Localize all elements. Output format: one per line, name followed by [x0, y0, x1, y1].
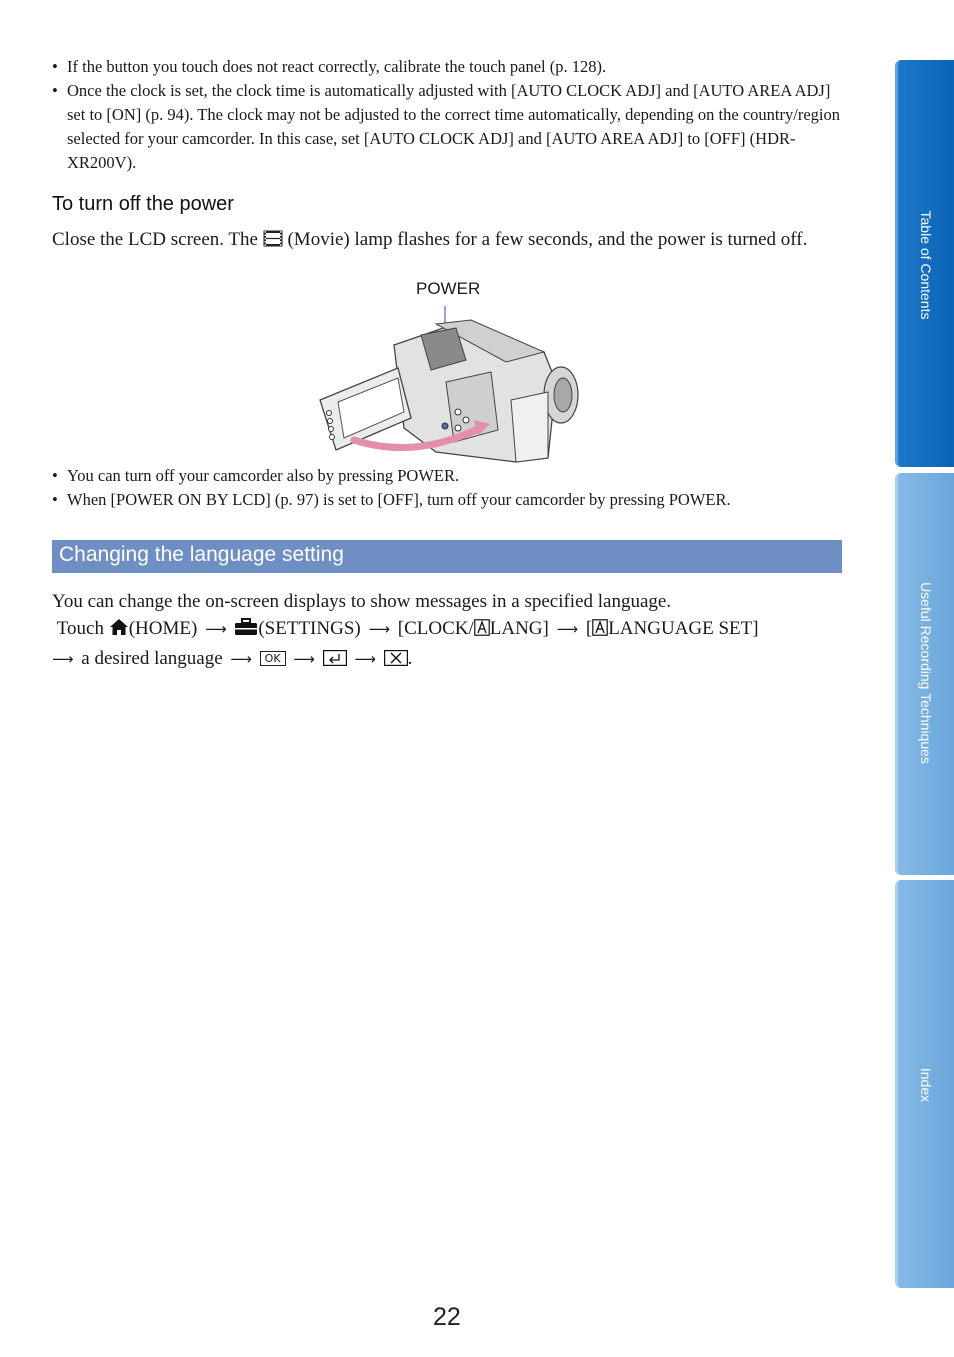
settings-text: (SETTINGS)	[258, 618, 361, 639]
language-steps	[52, 615, 852, 675]
note-auto-clock: • Once the clock is set, the clock time is automatically adjusted with [AUTO CLOCK ADJ] and [AUTO AREA ADJ] set to [ON] (p. 94). The clock may not be adjusted to the correct time automatically, depending on the country/region selected for your camcorder. In this case, set [AUTO CLOCK ADJ] and [AUTO AREA ADJ] to [OFF] (HDR-XR200V).	[52, 79, 852, 175]
note-power-on-by-lcd: • When [POWER ON BY LCD] (p. 97) is set to [OFF], turn off your camcorder by pressing POWER.	[52, 488, 852, 512]
notes-top	[52, 55, 852, 175]
desired-language-text: a desired language	[81, 648, 223, 669]
language-a-icon	[592, 617, 608, 645]
return-icon	[323, 647, 347, 675]
period: .	[407, 648, 413, 669]
section-title: Changing the language setting	[59, 543, 344, 566]
arrow-icon: ⟶	[205, 620, 227, 638]
section-intro: You can change the on-screen displays to show messages in a specified language.	[52, 591, 672, 612]
home-text: (HOME)	[128, 618, 198, 639]
power-off-text-after: (Movie) lamp flashes for a few seconds, and the power is turned off.	[287, 229, 808, 250]
movie-icon	[263, 228, 283, 256]
lang-suffix: LANGUAGE SET]	[608, 618, 759, 639]
tab-useful-recording-techniques[interactable]	[895, 473, 954, 875]
arrow-icon: ⟶	[354, 650, 376, 668]
note-power-button: • You can turn off your camcorder also by pressing POWER.	[52, 464, 852, 488]
notes-bottom	[52, 464, 852, 512]
arrow-icon: ⟶	[556, 620, 579, 638]
arrow-icon: ⟶	[368, 620, 390, 638]
touch-text: Touch	[56, 618, 104, 639]
lang-prefix: [	[585, 618, 593, 639]
home-icon	[109, 617, 129, 645]
power-off-text	[52, 226, 852, 256]
clock-prefix: [CLOCK/	[397, 618, 474, 639]
camcorder-illustration	[316, 300, 582, 466]
power-off-heading: To turn off the power	[52, 193, 234, 215]
note-calibrate: • If the button you touch does not react correctly, calibrate the touch panel (p. 128).	[52, 55, 852, 79]
tab-table-of-contents[interactable]	[895, 60, 954, 467]
power-label: POWER	[416, 279, 481, 298]
arrow-icon: ⟶	[293, 650, 315, 668]
clock-suffix: LANG]	[489, 618, 549, 639]
page-number: 22	[433, 1303, 461, 1331]
tab-table-of-contents-label: Table of Contents	[918, 210, 934, 320]
power-off-text-before: Close the LCD screen. The	[52, 229, 258, 250]
ok-button-icon: OK	[260, 651, 286, 666]
section-header	[52, 540, 842, 573]
arrow-icon: ⟶	[230, 650, 252, 668]
tab-index[interactable]	[895, 880, 954, 1288]
tab-useful-recording-techniques-label: Useful Recording Techniques	[918, 582, 934, 764]
tab-index-label: Index	[918, 1067, 934, 1103]
close-icon	[384, 647, 408, 675]
arrow-icon: ⟶	[52, 650, 74, 668]
settings-toolbox-icon	[234, 617, 258, 645]
language-a-icon	[474, 617, 490, 645]
